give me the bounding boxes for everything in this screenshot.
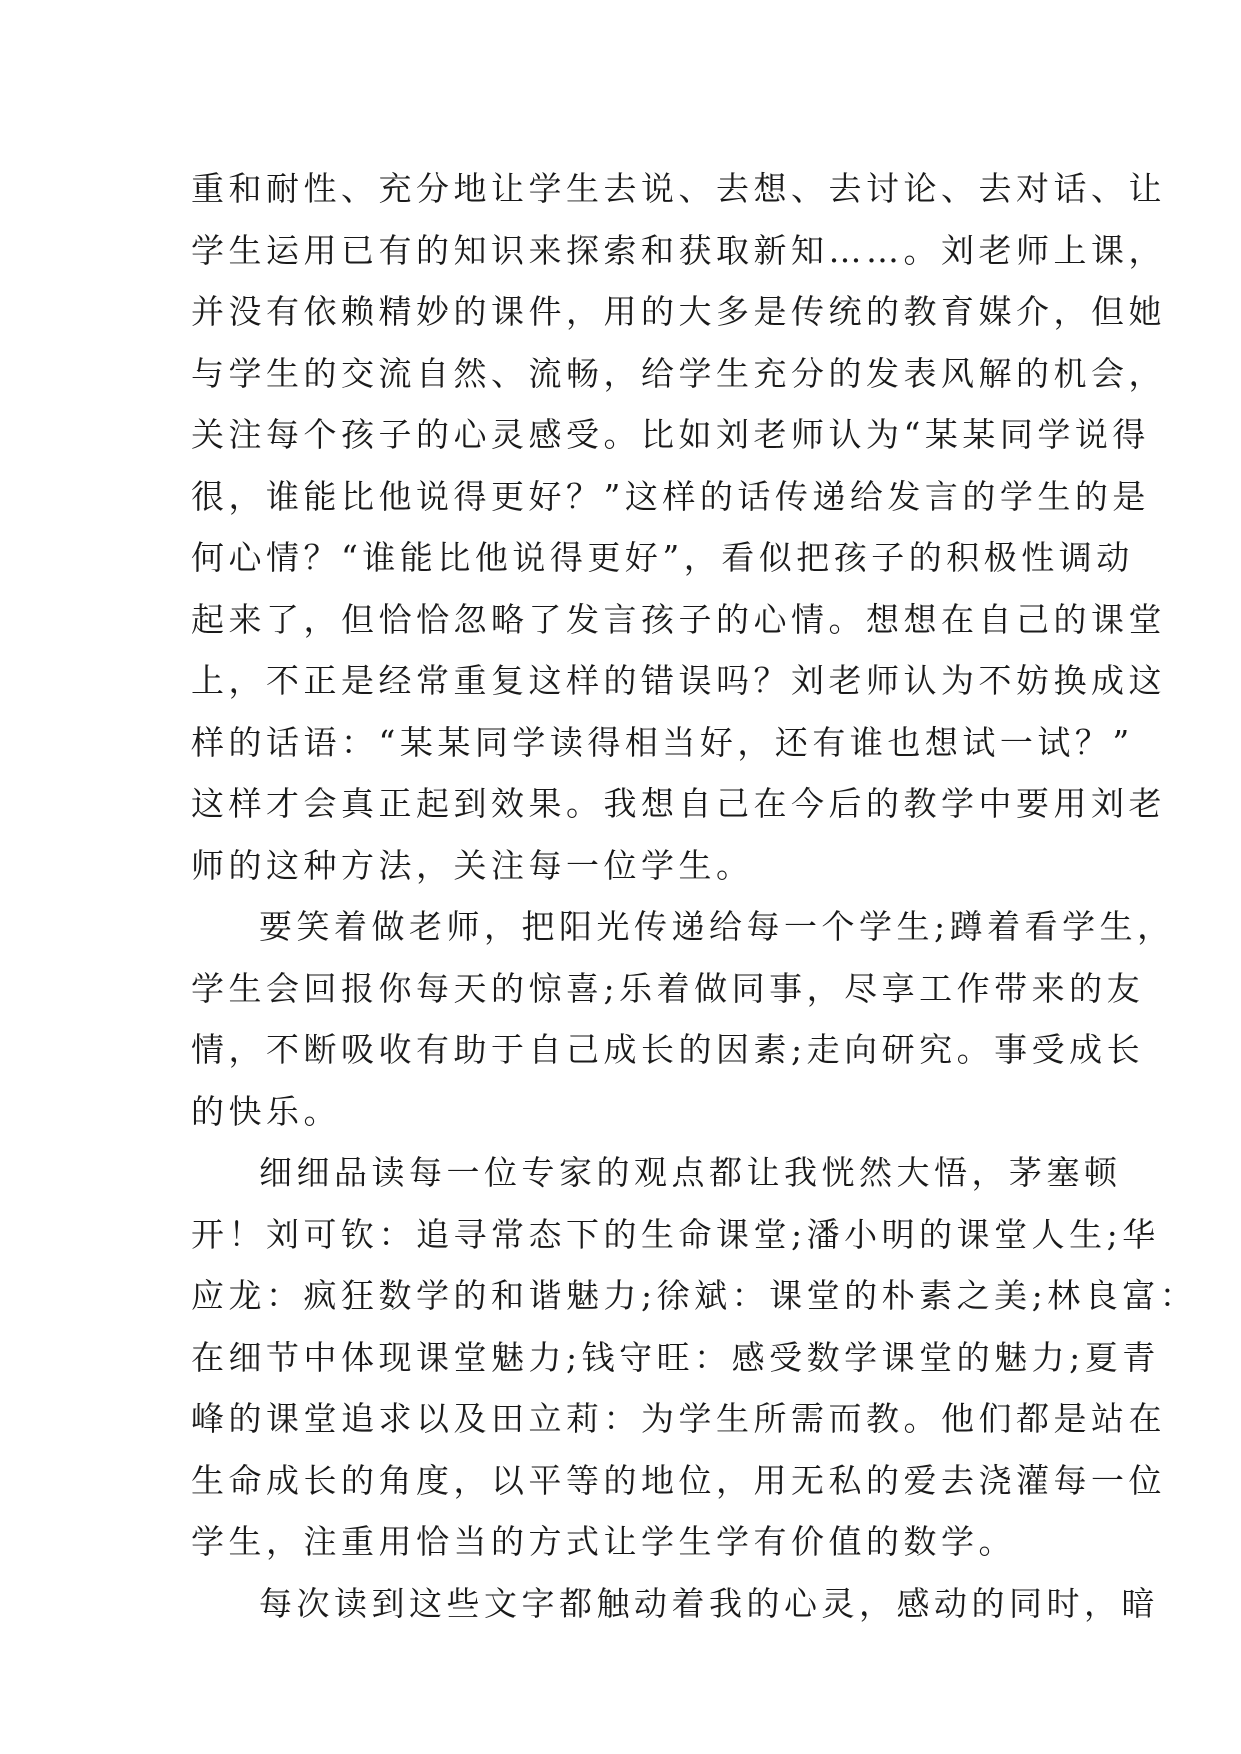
text-line: 重和耐性、充分地让学生去说、去想、去讨论、去对话、让 [191,169,1166,208]
text-line: 样的话语：“某某同学读得相当好，还有谁也想试一试？” [191,722,1134,762]
text-line: 在细节中体现课堂魅力;钱守旺：感受数学课堂的魅力;夏青 [191,1337,1160,1377]
paragraph-4 [191,1573,1159,1635]
text-line: 这样才会真正起到效果。我想自己在今后的教学中要用刘老 [191,784,1166,823]
text-line: 上，不正是经常重复这样的错误吗？刘老师认为不妨换成这 [191,661,1166,700]
text-line: 峰的课堂追求以及田立莉：为学生所需而教。他们都是站在 [191,1399,1166,1438]
paragraph-2 [191,896,1175,1142]
text-line: 学生会回报你每天的惊喜;乐着做同事，尽享工作带来的友 [191,968,1145,1008]
text-line: 关注每个孩子的心灵感受。比如刘老师认为“某某同学说得 [191,415,1150,454]
text-line: 与学生的交流自然、流畅，给学生充分的发表风解的机会， [191,353,1166,393]
text-line: 情，不断吸收有助于自己成长的因素;走向研究。事受成长 [191,1030,1145,1069]
text-line: 生命成长的角度，以平等的地位，用无私的爱去浇灌每一位 [191,1460,1166,1500]
text-line: 并没有依赖精妙的课件，用的大多是传统的教育媒介，但她 [191,292,1166,331]
text-line: 很，谁能比他说得更好？”这样的话传递给发言的学生的是 [191,476,1150,516]
paragraph-1 [191,158,1166,896]
paragraph-3 [191,1142,1198,1573]
text-line: 学生运用已有的知识来探索和获取新知……。刘老师上课， [191,230,1166,270]
document-body [191,158,1198,1634]
text-line: 何心情？“谁能比他说得更好”，看似把孩子的积极性调动 [191,538,1134,577]
text-line: 每次读到这些文字都触动着我的心灵，感动的同时，暗 [259,1583,1159,1623]
text-line: 细细品读每一位专家的观点都让我恍然大悟，茅塞顿 [259,1153,1122,1192]
text-line: 应龙：疯狂数学的和谐魅力;徐斌：课堂的朴素之美;林良富： [191,1276,1198,1315]
text-line: 的快乐。 [191,1091,341,1131]
text-line: 要笑着做老师，把阳光传递给每一个学生;蹲着看学生， [259,907,1175,946]
text-line: 起来了，但恰恰忽略了发言孩子的心情。想想在自己的课堂 [191,599,1166,639]
text-line: 开！刘可钦：追寻常态下的生命课堂;潘小明的课堂人生;华 [191,1214,1160,1254]
text-line: 师的这种方法，关注每一位学生。 [191,845,754,885]
text-line: 学生，注重用恰当的方式让学生学有价值的数学。 [191,1522,1016,1561]
